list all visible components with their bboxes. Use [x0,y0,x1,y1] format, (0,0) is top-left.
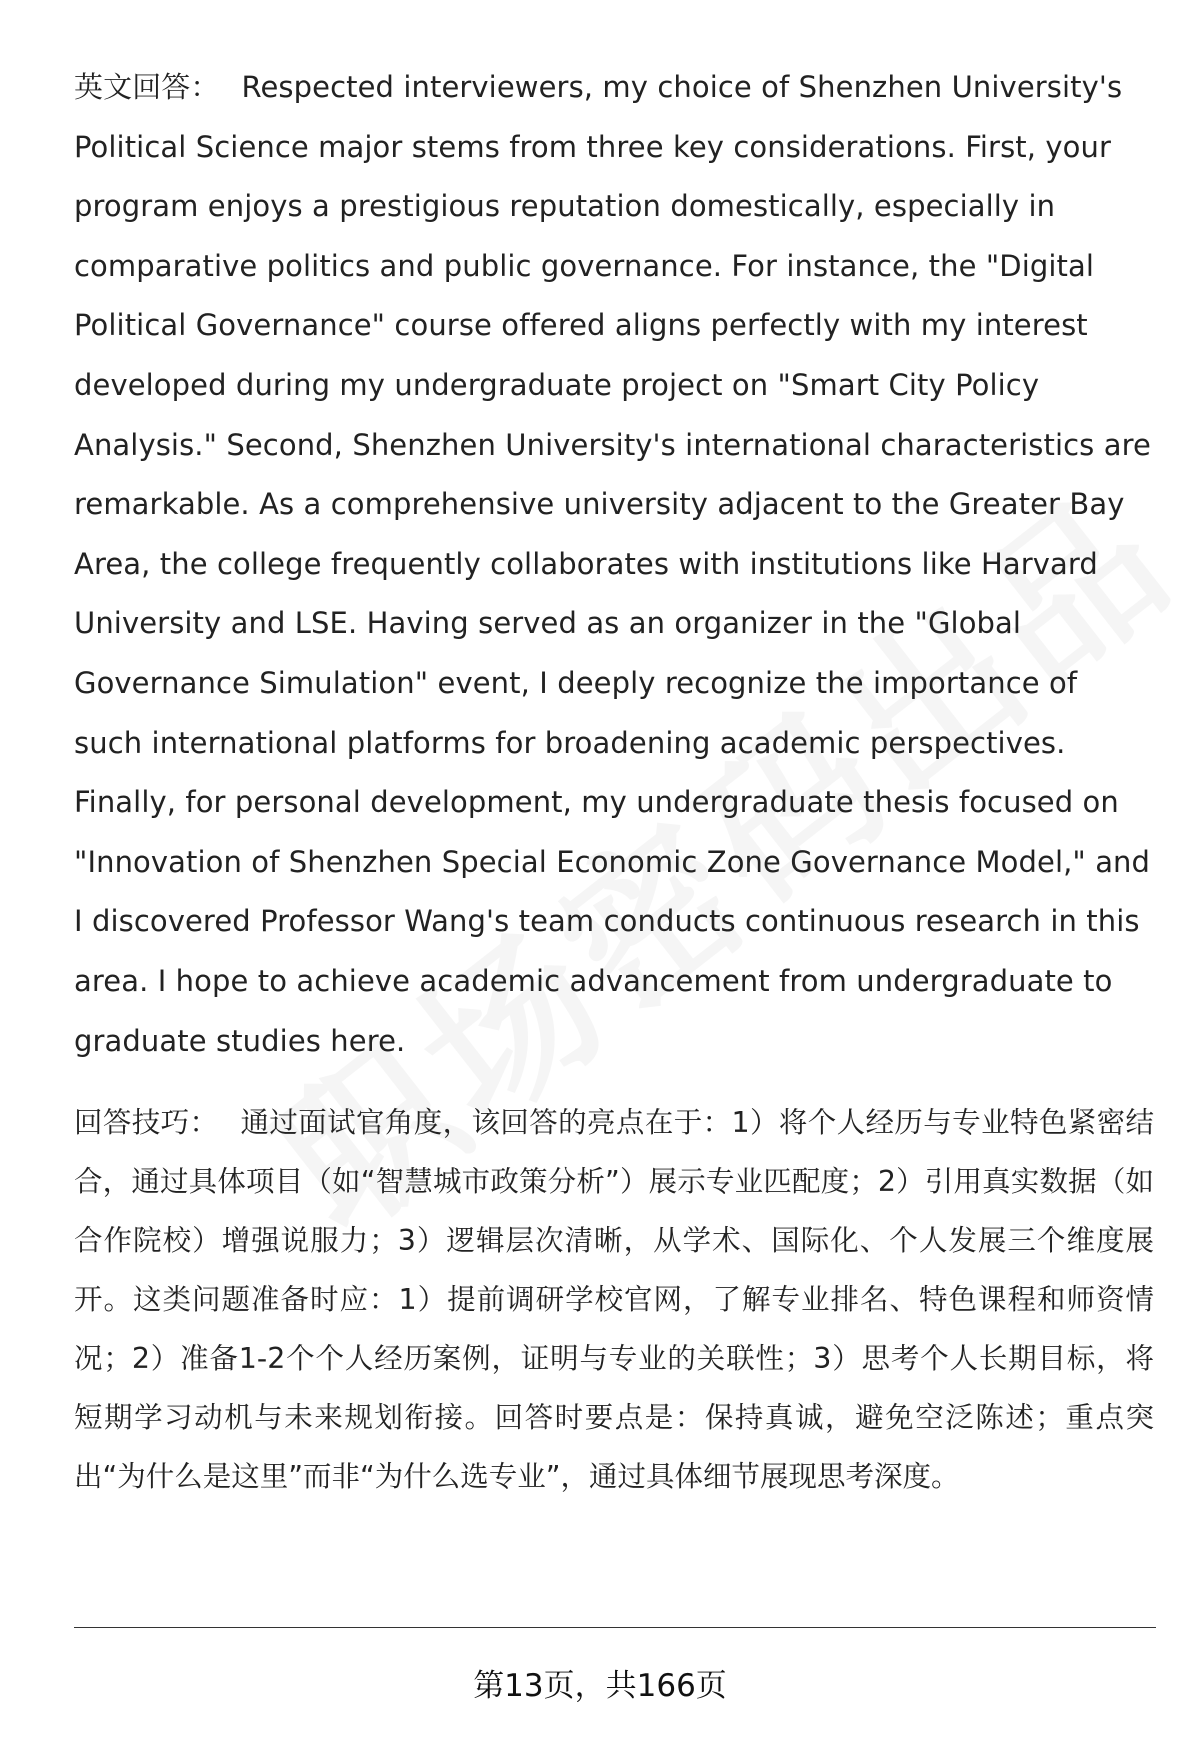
page-number: 第13页，共166页 [473,1668,727,1704]
english-answer-label: 英文回答： [74,70,220,104]
english-answer-paragraph [74,58,1154,1071]
page-content [74,58,1154,1506]
english-answer-text: Respected interviewers, my choice of Shenzhen University's Political Science major stems from three key considerations. First, your program enjoys a prestigious reputation domestically, especially in comparative politics and public governance. For instance, the "Digital Political Governance" course offered aligns perfectly with my interest developed during my undergraduate project on "Smart City Policy Analysis." Second, Shenzhen University's international characteristics are remarkable. As a comprehensive university adjacent to the Greater Bay Area, the college frequently collaborates with institutions like Harvard University and LSE. Having served as an organizer in the "Global Governance Simulation" event, I deeply recognize the importance of such international platforms for broadening academic perspectives. Finally, for personal development, my undergraduate thesis focused on "Innovation of Shenzhen Special Economic Zone Governance Model," and I discovered Professor Wang's team conducts continuous research in this area. I hope to achieve academic advancement from undergraduate to graduate studies here. [74,70,1151,1058]
answer-tips-text: 通过面试官角度，该回答的亮点在于：1）将个人经历与专业特色紧密结合，通过具体项目（如“智慧城市政策分析”）展示专业匹配度；2）引用真实数据（如合作院校）增强说服力；3）逻辑层次清晰，从学术、国际化、个人发展三个维度展开。这类问题准备时应：1）提前调研学校官网，了解专业排名、特色课程和师资情况；2）准备1-2个个人经历案例，证明与专业的关联性；3）思考个人长期目标，将短期学习动机与未来规划衔接。回答时要点是：保持真诚，避免空泛陈述；重点突出“为什么是这里”而非“为什么选专业”，通过具体细节展现思考深度。 [74,1106,1154,1494]
answer-tips-label: 回答技巧： [74,1106,219,1140]
footer-divider [74,1627,1156,1628]
answer-tips-paragraph [74,1093,1154,1506]
